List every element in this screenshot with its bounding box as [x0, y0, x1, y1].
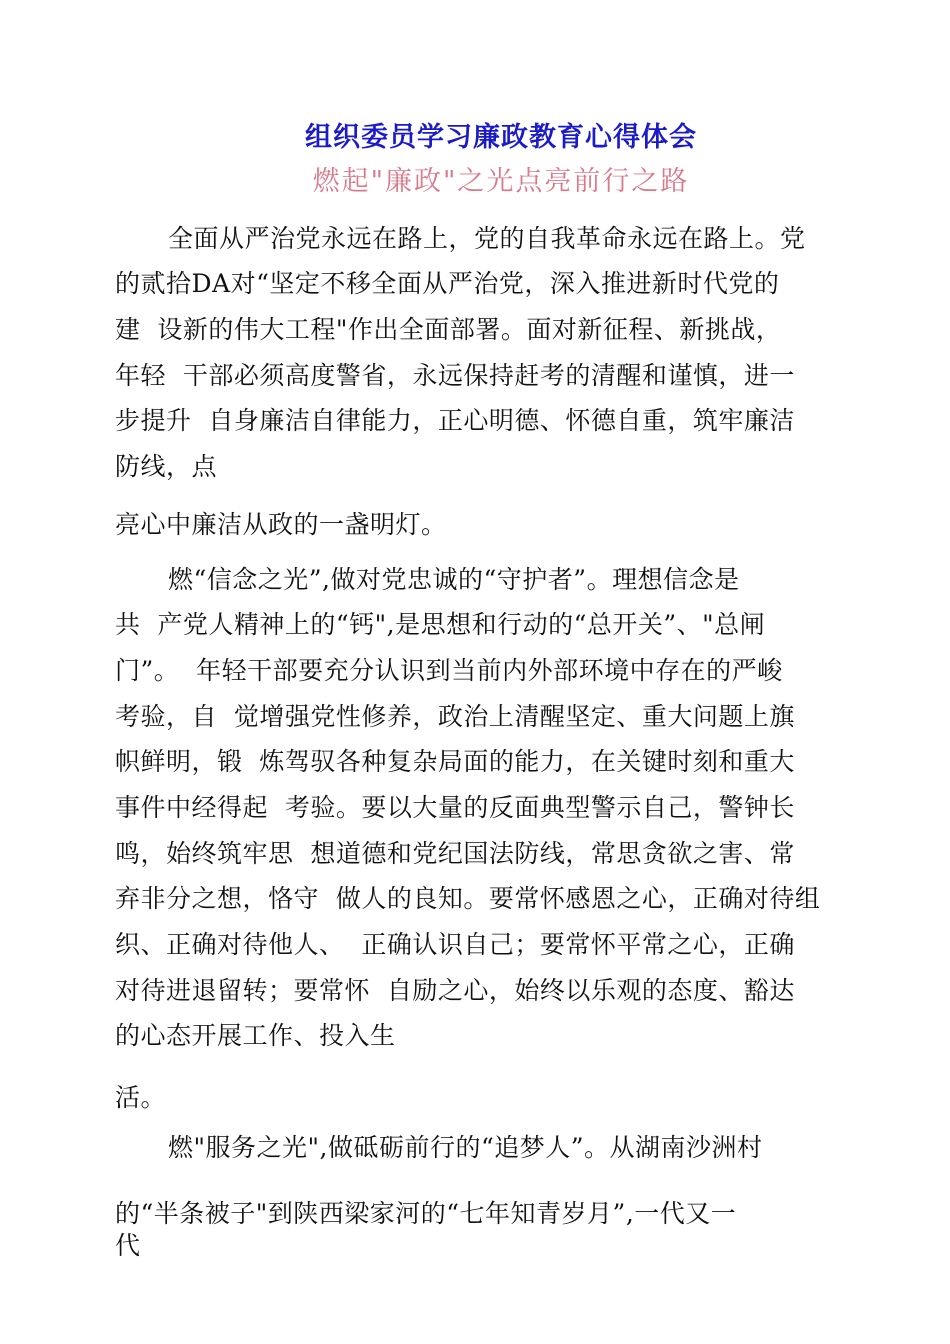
paragraph-line: 亮心中廉洁从政的一盏明灯。 — [115, 510, 447, 539]
paragraph-line: 代 — [115, 1231, 141, 1260]
paragraph-line: 考验，自 觉增强党性修养，政治上清醒坚定、重大问题上旗 — [115, 702, 795, 731]
paragraph-line: 年轻 干部必须高度警省，永远保持赶考的清醒和谨慎，进一 — [115, 361, 795, 390]
paragraph-line: 门”。 年轻干部要充分认识到当前内外部环境中存在的严峻 — [115, 656, 783, 685]
paragraph-line: 对待进退留转；要常怀 自励之心，始终以乐观的态度、豁达 — [115, 976, 795, 1005]
paragraph-line: 活。 — [115, 1083, 167, 1112]
paragraph-line: 步提升 自身廉洁自律能力，正心明德、怀德自重，筑牢廉洁 — [115, 406, 795, 435]
paragraph-line: 鸣，始终筑牢思 想道德和党纪国法防线，常思贪欲之害、常 — [115, 839, 795, 868]
paragraph-line: 建 设新的伟大工程"作出全面部署。面对新征程、新挑战， — [115, 315, 782, 344]
paragraph-line: 防线，点 — [115, 452, 218, 481]
paragraph-line: 全面从严治党永远在路上，党的自我革命永远在路上。党 — [168, 224, 806, 253]
paragraph-line: 弃非分之想，恪守 做人的良知。要常怀感恩之心，正确对待组 — [115, 884, 821, 913]
paragraph-line: 织、正确对待他人、 正确认识自己；要常怀平常之心，正确 — [115, 930, 795, 959]
paragraph-line: 燃“信念之光”,做对党忠诚的“守护者”。理想信念是 — [168, 565, 740, 594]
document-title: 组织委员学习廉政教育心得体会 — [305, 122, 697, 153]
paragraph-line: 的“半条被子"到陕西梁家河的“七年知青岁月”,一代又一 — [115, 1199, 737, 1228]
document-subtitle: 燃起"廉政"之光点亮前行之路 — [312, 166, 690, 197]
paragraph-line: 共 产党人精神上的“钙",是思想和行动的“总开关”、"总闸 — [115, 610, 766, 639]
paragraph-line: 的心态开展工作、投入生 — [115, 1021, 396, 1050]
paragraph-line: 事件中经得起 考验。要以大量的反面典型警示自己，警钟长 — [115, 793, 795, 822]
paragraph-line: 帜鲜明，锻 炼驾驭各种复杂局面的能力，在关键时刻和重大 — [115, 747, 795, 776]
paragraph-line: 燃"服务之光",做砥砺前行的“追梦人”。从湖南沙洲村 — [168, 1133, 763, 1162]
paragraph-line: 的贰拾DA对“坚定不移全面从严治党，深入推进新时代党的 — [115, 269, 780, 298]
